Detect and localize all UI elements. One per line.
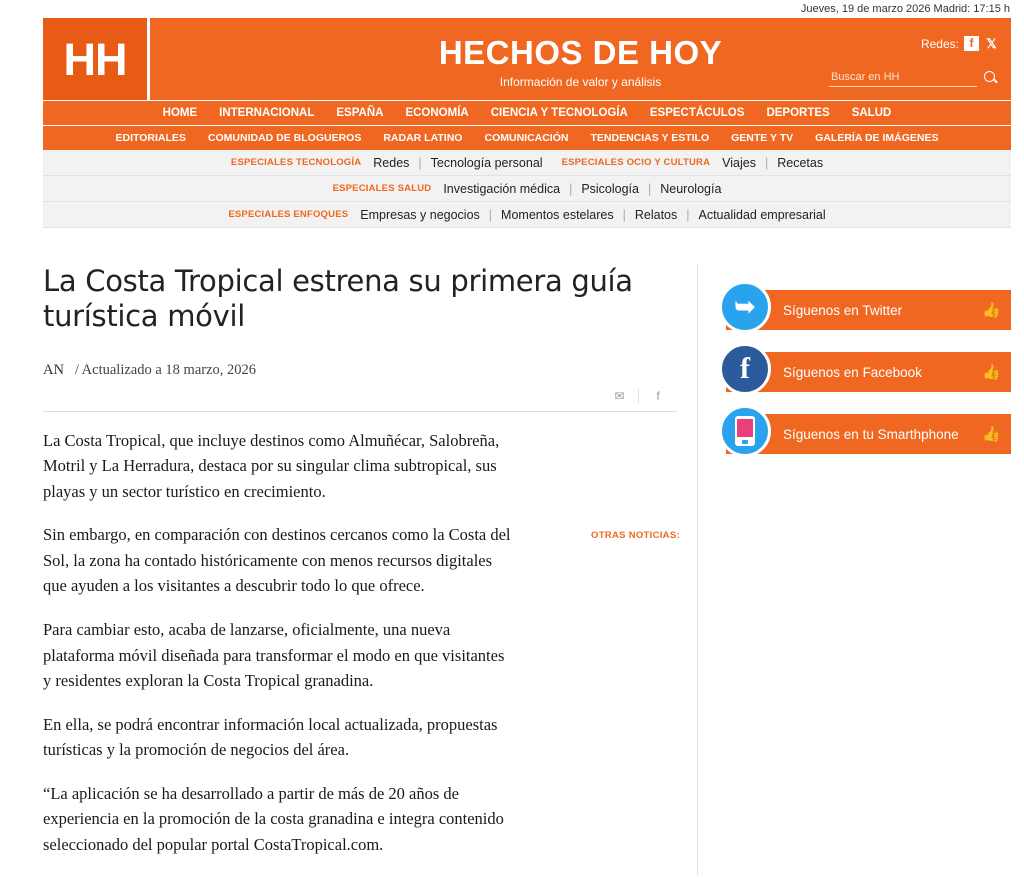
search-area bbox=[799, 69, 999, 87]
specials-item-redes[interactable]: Redes bbox=[373, 155, 410, 170]
nav-item-espectaculos[interactable]: ESPECTÁCULOS bbox=[649, 107, 745, 119]
article-body bbox=[43, 428, 513, 858]
nav-item-galeria-imagenes[interactable]: GALERÍA DE IMÁGENES bbox=[815, 132, 939, 144]
article-paragraph: En ella, se podrá encontrar información local actualizada, propuestas turísticas y la promoción de negocios del área. bbox=[43, 714, 498, 760]
facebook-icon[interactable]: f bbox=[964, 36, 979, 51]
article-author: AN bbox=[43, 361, 64, 378]
nav-item-home[interactable]: HOME bbox=[162, 107, 198, 119]
specials-item-neurologia[interactable]: Neurología bbox=[660, 181, 722, 196]
email-share-icon[interactable]: ✉ bbox=[601, 389, 639, 403]
article-column bbox=[43, 264, 698, 875]
article-updated: / Actualizado a 18 marzo, 2026 bbox=[74, 361, 257, 378]
article-paragraph: Para cambiar esto, acaba de lanzarse, oficialmente, una nueva plataforma móvil diseñada para transformar el modo en que visitantes y residentes exploran la Costa Tropical granadina. bbox=[43, 619, 505, 691]
specials-ocio-label: ESPECIALES OCIO Y CULTURA bbox=[561, 157, 711, 168]
follow-facebook-button[interactable] bbox=[726, 352, 1011, 392]
site-tagline: Información de valor y análisis bbox=[499, 75, 662, 90]
nav-item-salud[interactable]: SALUD bbox=[851, 107, 892, 119]
follow-facebook-label: Síguenos en Facebook bbox=[783, 364, 922, 380]
primary-nav bbox=[43, 100, 1011, 125]
nav-item-gente-tv[interactable]: GENTE Y TV bbox=[731, 132, 794, 144]
nav-item-comunicacion[interactable]: COMUNICACIÓN bbox=[484, 132, 569, 144]
nav-item-deportes[interactable]: DEPORTES bbox=[766, 107, 830, 119]
nav-item-editoriales[interactable]: EDITORIALES bbox=[115, 132, 186, 144]
related-news-label: OTRAS NOTICIAS: bbox=[591, 530, 680, 541]
nav-item-comunidad-blogueros[interactable]: COMUNIDAD DE BLOGUEROS bbox=[207, 132, 362, 144]
article-paragraph: Sin embargo, en comparación con destinos cercanos como la Costa del Sol, la zona ha contado históricamente con menos recursos digitales que ayuden a los visitantes a descubrir todo lo que ofrece. bbox=[43, 525, 511, 596]
social-links bbox=[799, 36, 999, 51]
specials-enfoques-label: ESPECIALES ENFOQUES bbox=[228, 209, 349, 220]
article-paragraph: “La aplicación se ha desarrollado a partir de más de 20 años de experiencia en la promoción de la costa granadina e integra contenido seleccionado del popular portal CostaTropical.com. bbox=[43, 783, 504, 854]
nav-item-economia[interactable]: ECONOMÍA bbox=[405, 107, 469, 119]
logo-text: HH bbox=[63, 33, 127, 85]
specials-item-tecnologia-personal[interactable]: Tecnología personal bbox=[430, 155, 543, 170]
thumbs-up-icon: 👍 bbox=[982, 302, 1001, 319]
specials-item-psicologia[interactable]: Psicología bbox=[581, 181, 639, 196]
divider: | bbox=[418, 155, 422, 170]
redes-label: Redes: bbox=[920, 36, 959, 51]
divider: | bbox=[764, 155, 769, 170]
facebook-share-icon[interactable]: f bbox=[656, 388, 660, 403]
main-content bbox=[43, 228, 1011, 875]
site-masthead bbox=[43, 18, 1011, 100]
search-input[interactable] bbox=[829, 69, 977, 87]
facebook-glyph: f bbox=[740, 352, 750, 385]
follow-twitter-button[interactable] bbox=[726, 290, 1011, 330]
site-logo[interactable] bbox=[43, 18, 150, 100]
secondary-nav bbox=[43, 125, 1011, 150]
nav-item-internacional[interactable]: INTERNACIONAL bbox=[219, 107, 315, 119]
sidebar bbox=[698, 264, 1011, 875]
page-title: La Costa Tropical estrena su primera guía turística móvil bbox=[43, 264, 633, 333]
nav-item-espana[interactable]: ESPAÑA bbox=[336, 107, 384, 119]
divider: | bbox=[686, 207, 690, 222]
specials-item-viajes[interactable]: Viajes bbox=[722, 155, 756, 170]
follow-twitter-label: Síguenos en Twitter bbox=[783, 302, 903, 318]
site-title: HECHOS DE HOY bbox=[438, 33, 723, 71]
specials-enfoques-row bbox=[43, 202, 1011, 228]
date-bar bbox=[0, 0, 1024, 18]
specials-salud-label: ESPECIALES SALUD bbox=[332, 183, 432, 194]
specials-item-relatos[interactable]: Relatos bbox=[634, 207, 678, 222]
specials-salud-row bbox=[43, 176, 1011, 202]
nav-item-ciencia-tecnologia[interactable]: CIENCIA Y TECNOLOGÍA bbox=[490, 107, 628, 119]
nav-item-radar-latino[interactable]: RADAR LATINO bbox=[383, 132, 463, 144]
specials-item-investigacion-medica[interactable]: Investigación médica bbox=[443, 181, 561, 196]
current-date: Jueves, 19 de marzo 2026 Madrid: 17:15 h bbox=[800, 3, 1010, 15]
smartphone-icon bbox=[719, 405, 771, 457]
nav-item-tendencias-estilo[interactable]: TENDENCIAS Y ESTILO bbox=[590, 132, 710, 144]
specials-item-momentos-estelares[interactable]: Momentos estelares bbox=[501, 207, 614, 222]
masthead-utilities bbox=[799, 36, 999, 87]
follow-smartphone-label: Síguenos en tu Smarthphone bbox=[783, 426, 959, 442]
divider: | bbox=[488, 207, 493, 222]
divider: | bbox=[648, 181, 652, 196]
byline bbox=[43, 362, 677, 379]
thumbs-up-icon: 👍 bbox=[982, 364, 1001, 381]
specials-tecnologia-row bbox=[43, 150, 1011, 176]
specials-item-actualidad-empresarial[interactable]: Actualidad empresarial bbox=[698, 207, 826, 222]
share-bar bbox=[43, 389, 677, 412]
divider: | bbox=[622, 207, 626, 222]
x-twitter-icon[interactable]: 𝕏 bbox=[986, 36, 997, 51]
divider: | bbox=[569, 181, 573, 196]
specials-item-recetas[interactable]: Recetas bbox=[777, 155, 824, 170]
thumbs-up-icon: 👍 bbox=[982, 426, 1001, 443]
article-paragraph: La Costa Tropical, que incluye destinos como Almuñécar, Salobreña, Motril y La Herradura, destaca por su singular clima subtropical, sus playas y un sector turístico en crecimiento. bbox=[43, 430, 500, 501]
specials-item-empresas-negocios[interactable]: Empresas y negocios bbox=[360, 207, 480, 222]
facebook-icon bbox=[719, 343, 771, 395]
specials-tecnologia-label: ESPECIALES TECNOLOGÍA bbox=[230, 157, 362, 168]
follow-smartphone-button[interactable] bbox=[726, 414, 1011, 454]
twitter-icon: ➥ bbox=[719, 281, 771, 333]
search-icon[interactable] bbox=[983, 70, 999, 86]
